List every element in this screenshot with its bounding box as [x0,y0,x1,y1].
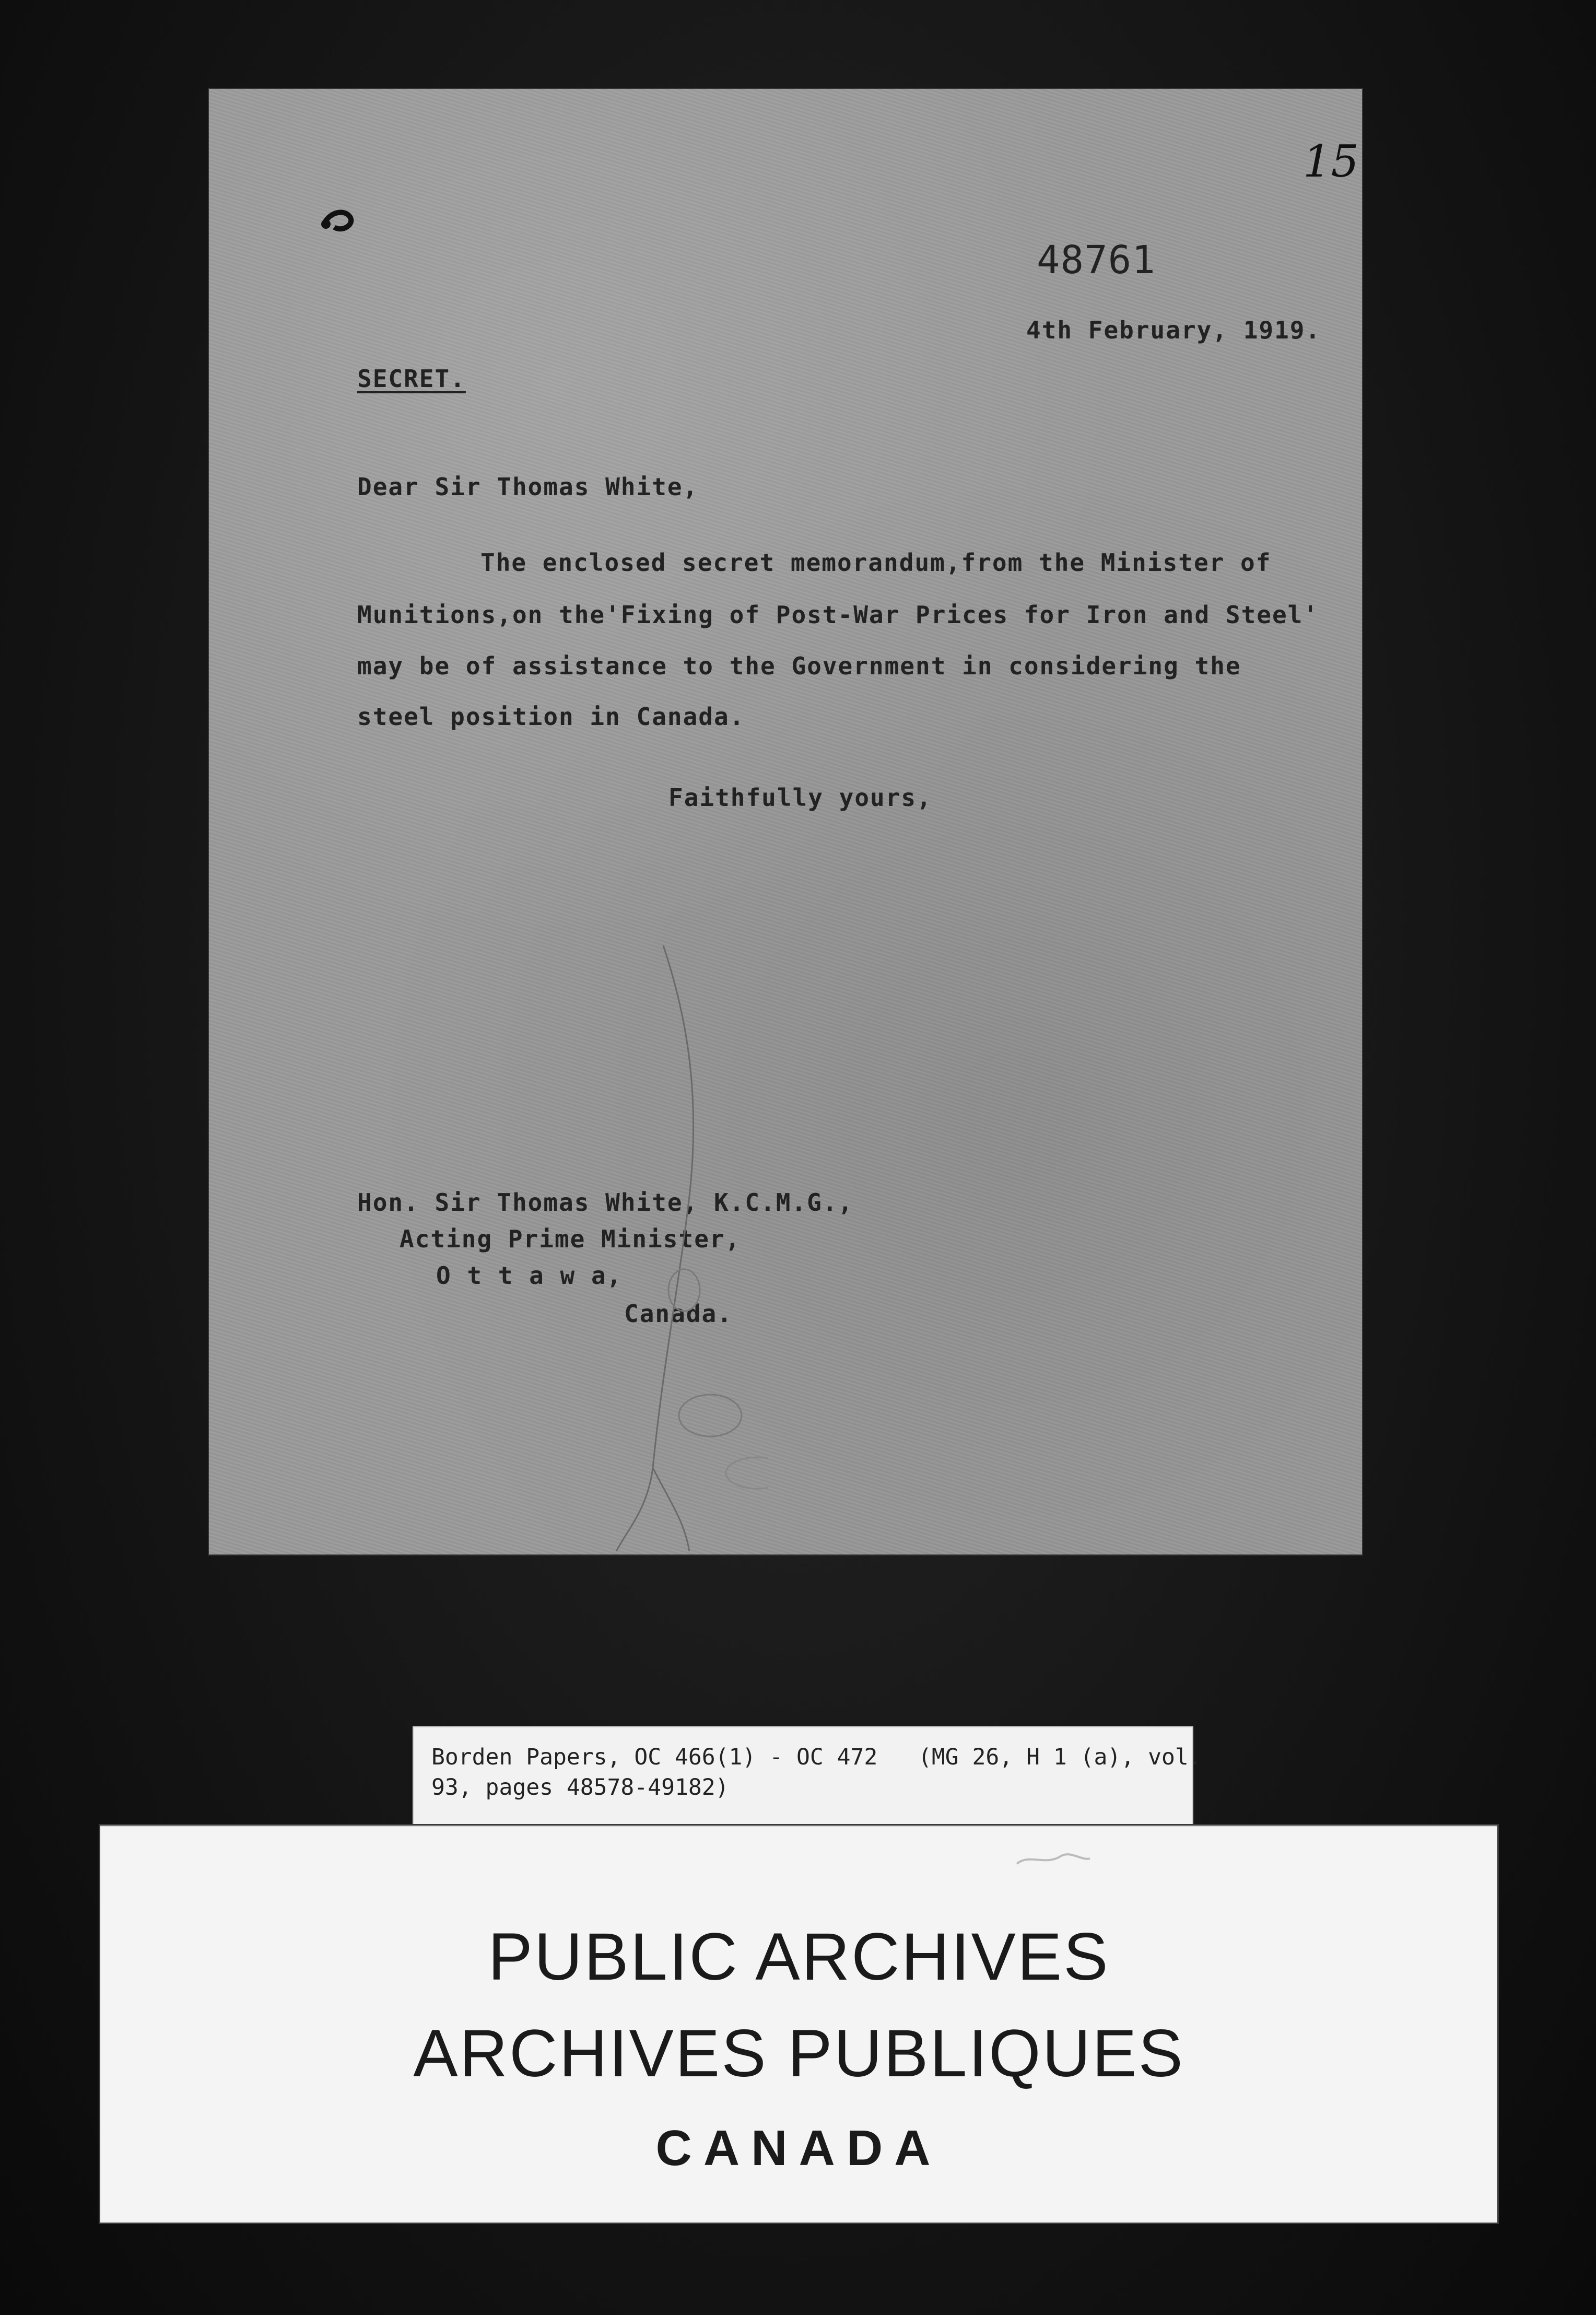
paper-clip-mark-icon [319,206,360,238]
archive-title-french: ARCHIVES PUBLIQUES [413,2016,1184,2091]
archive-card [100,1826,1497,2223]
ink-smudge-mark [1014,1848,1093,1869]
reference-number: 48761 [1037,238,1156,283]
archive-title-english: PUBLIC ARCHIVES [488,1920,1110,1994]
catalog-label [413,1726,1202,1841]
body-line: steel position in Canada. [357,703,745,731]
body-line: Munitions,on the'Fixing of Post-War Prices for Iron and Steel' [357,601,1319,629]
salutation: Dear Sir Thomas White, [357,473,699,501]
catalog-label-line: 93, pages 48578-49182) [431,1774,729,1800]
address-line: Hon. Sir Thomas White, K.C.M.G., [357,1188,854,1217]
body-line: The enclosed secret memorandum,from the Minister of [480,548,1272,577]
closing: Faithfully yours, [668,784,932,812]
body-line: may be of assistance to the Government in considering the [357,652,1241,680]
address-line: Acting Prime Minister, [400,1225,741,1253]
archive-country: CANADA [655,2120,942,2176]
page-number: 15 [1303,136,1359,187]
address-line: O t t a w a, [436,1261,623,1290]
catalog-label-line: Borden Papers, OC 466(1) - OC 472 (MG 26, H 1 (a), vol. [431,1744,1202,1770]
pencil-sketch-mark [533,945,768,1551]
address-line: Canada. [624,1300,733,1328]
classification-heading: SECRET. [357,365,466,393]
letter-page [209,89,1362,1554]
letter-date: 4th February, 1919. [1026,316,1321,344]
